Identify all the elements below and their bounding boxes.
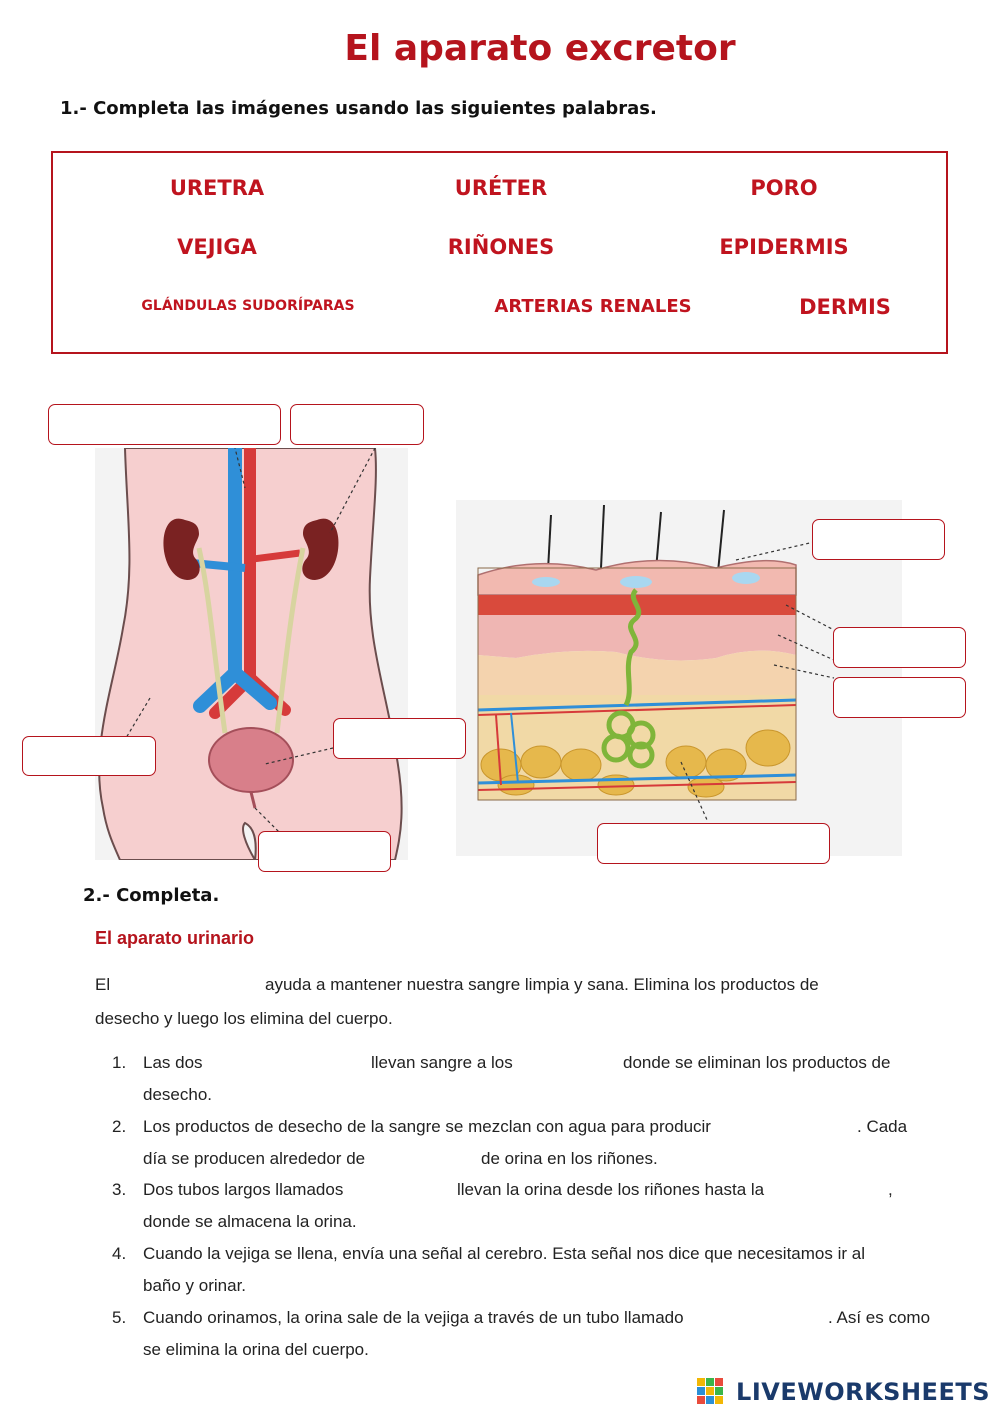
urinary-system-illustration [95,448,408,860]
word-poro: PORO [750,176,818,200]
item-text: llevan sangre a los [371,1053,513,1072]
answer-box-1[interactable] [48,404,281,445]
item-text: de orina en los riñones. [481,1149,658,1168]
blank-input[interactable] [389,1146,475,1168]
answer-box-4[interactable] [333,718,466,759]
item-text: día se producen alrededor de [143,1149,366,1168]
question-1-heading: 1.- Completa las imágenes usando las siguientes palabras. [60,98,657,119]
item-number: 3. [112,1180,127,1199]
blank-input[interactable] [735,1305,821,1327]
word-rinones: RIÑONES [447,235,555,259]
blank-input[interactable] [364,1177,450,1199]
page-title: El aparato excretor [344,28,736,69]
intro-text-start: El [95,975,111,994]
blank-input[interactable] [797,1177,883,1199]
word-glandulas-sudoriparas: GLÁNDULAS SUDORÍPARAS [141,298,355,314]
item-text: . Así es como [828,1308,931,1327]
word-ureter: URÉTER [454,176,548,200]
item-text: Cuando orinamos, la orina sale de la vejiga a través de un tubo llamado [143,1308,684,1327]
item-text: Cuando la vejiga se llena, envía una señal al cerebro. Esta señal nos dice que necesitamos ir al [143,1244,865,1263]
blank-input[interactable] [118,972,258,994]
item-text: , [888,1180,893,1199]
word-epidermis: EPIDERMIS [719,235,849,259]
word-arterias-renales: ARTERIAS RENALES [494,296,692,317]
item-text: se elimina la orina del cuerpo. [143,1340,369,1359]
liveworksheets-logo: LIVEWORKSHEETS [736,1378,990,1406]
answer-box-7[interactable] [833,627,966,668]
answer-box-6[interactable] [812,519,945,560]
item-number: 4. [112,1244,127,1263]
word-vejiga: VEJIGA [177,235,257,259]
answer-box-2[interactable] [290,404,424,445]
blank-input[interactable] [530,1050,616,1072]
item-text: desecho. [143,1085,212,1104]
item-number: 1. [112,1053,127,1072]
blank-input[interactable] [764,1114,852,1136]
intro-text-end: ayuda a mantener nuestra sangre limpia y sana. Elimina los productos de [265,975,819,994]
item-text: Los productos de desecho de la sangre se mezclan con agua para producir [143,1117,711,1136]
answer-box-9[interactable] [597,823,830,864]
word-uretra: URETRA [169,176,265,200]
section-title: El aparato urinario [95,928,255,948]
item-text: Dos tubos largos llamados [143,1180,344,1199]
item-text: . Cada [857,1117,908,1136]
answer-box-5[interactable] [258,831,391,872]
item-text: donde se eliminan los productos de [623,1053,891,1072]
item-text: Las dos [143,1053,203,1072]
answer-box-3[interactable] [22,736,156,776]
intro-text-line2: desecho y luego los elimina del cuerpo. [95,1009,393,1028]
liveworksheets-logo-icon [697,1378,723,1404]
item-text: baño y orinar. [143,1276,247,1295]
word-dermis: DERMIS [799,295,891,319]
item-text: llevan la orina desde los riñones hasta la [457,1180,765,1199]
blank-input[interactable] [212,1050,362,1072]
answer-box-8[interactable] [833,677,966,718]
item-number: 5. [112,1308,127,1327]
question-2-heading: 2.- Completa. [83,885,220,906]
item-text: donde se almacena la orina. [143,1212,357,1231]
item-number: 2. [112,1117,127,1136]
